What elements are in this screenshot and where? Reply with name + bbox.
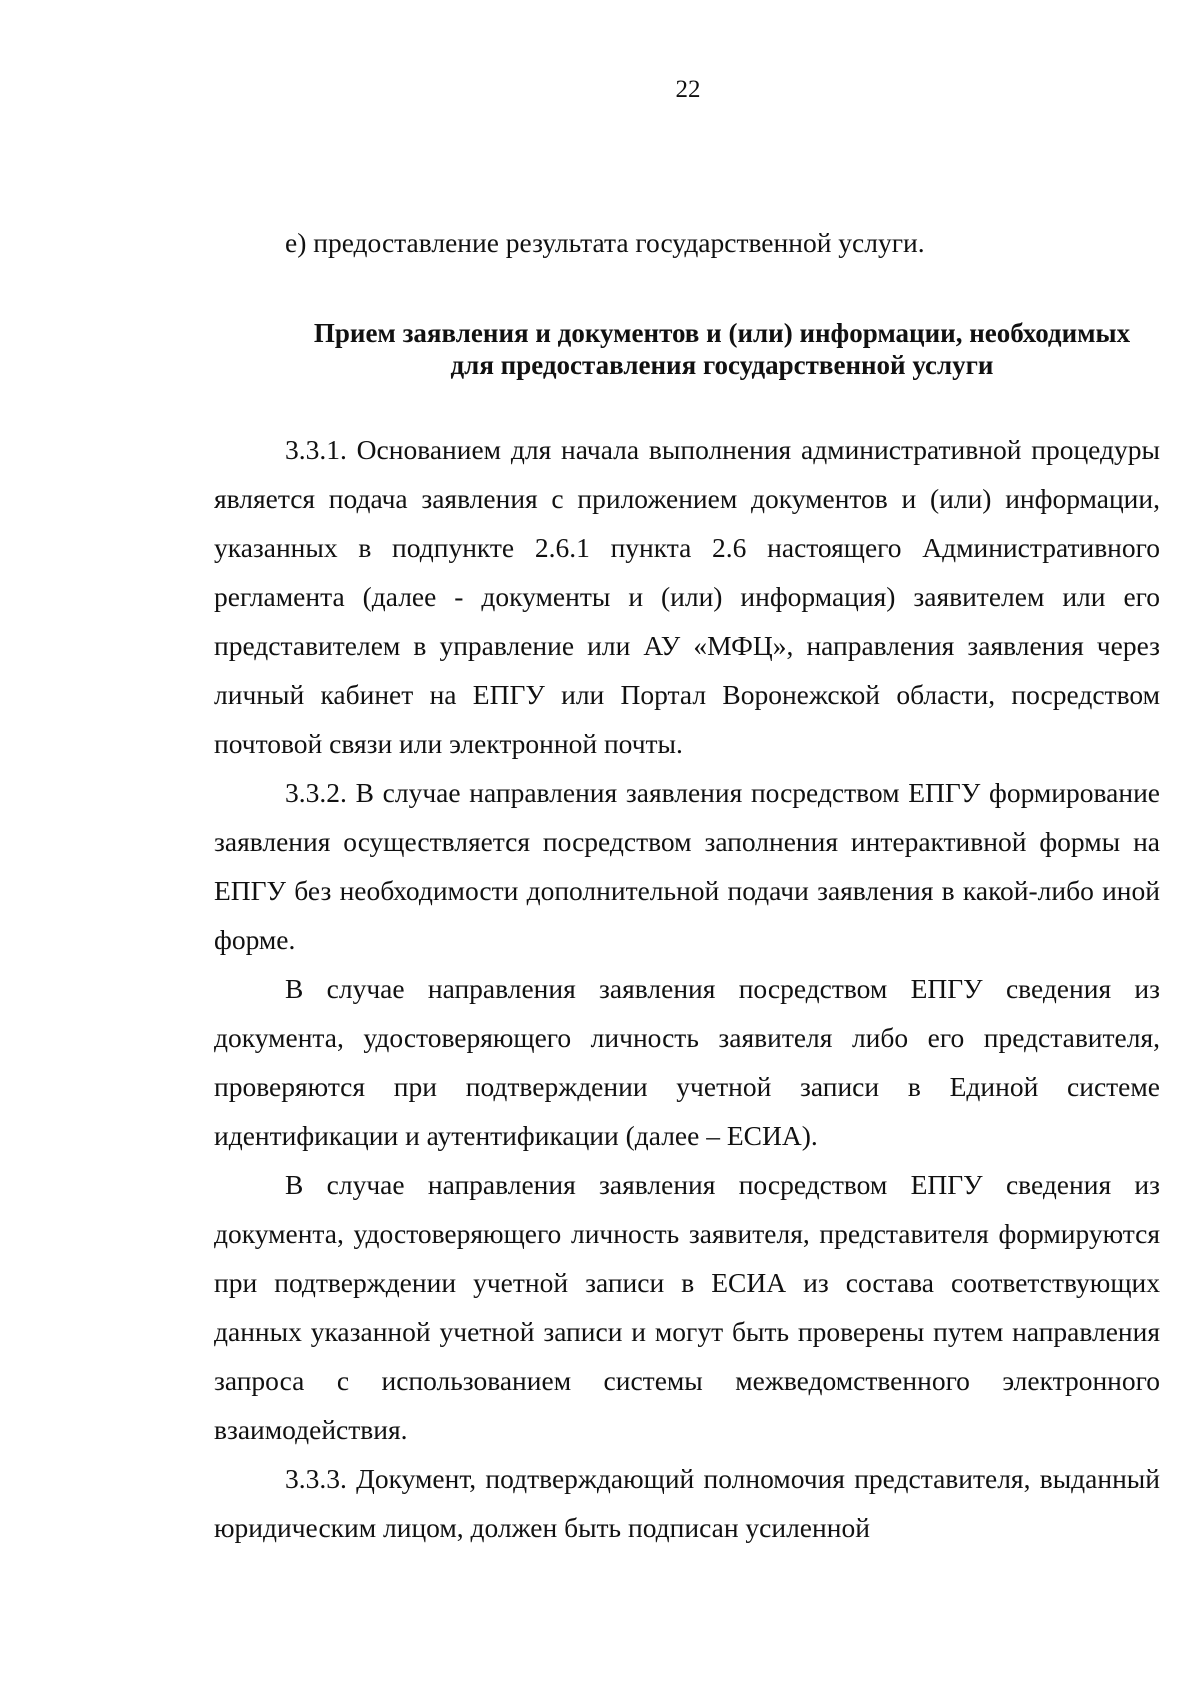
paragraph-3-3-3: 3.3.3. Документ, подтверждающий полномочия представителя, выданный юридическим лицом, должен быть подписан усиленной xyxy=(214,1463,1160,1543)
page-number: 22 xyxy=(675,76,701,103)
document-body xyxy=(214,218,1160,1552)
section-heading xyxy=(214,317,1160,381)
paragraph-identity-check: В случае направления заявления посредством ЕПГУ сведения из документа, удостоверяющего личность заявителя либо его представителя, проверяются при подтверждении учетной записи в Единой системе идентификации и аутентификации (далее – ЕСИА). xyxy=(214,973,1160,1151)
section-heading-line-1: Прием заявления и документов и (или) информации, необходимых xyxy=(313,318,1131,348)
paragraph-3-3-1: 3.3.1. Основанием для начала выполнения административной процедуры является подача заявления с приложением документов и (или) информации, указанных в подпункте 2.6.1 пункта 2.6 настоящего Административного регламента (далее - документы и (или) информация) заявителем или его представителем в управление или АУ «МФЦ», направления заявления через личный кабинет на ЕПГУ или Портал Воронежской области, посредством почтовой связи или электронной почты. xyxy=(214,434,1160,759)
intro-list-item: е) предоставление результата государственной услуги. xyxy=(285,227,925,258)
paragraph-3-3-2: 3.3.2. В случае направления заявления посредством ЕПГУ формирование заявления осуществляется посредством заполнения интерактивной формы на ЕПГУ без необходимости дополнительной подачи заявления в какой-либо иной форме. xyxy=(214,777,1160,955)
section-heading-line-2: для предоставления государственной услуги xyxy=(450,350,994,380)
paragraph-identity-formation: В случае направления заявления посредством ЕПГУ сведения из документа, удостоверяющего личность заявителя, представителя формируются при подтверждении учетной записи в ЕСИА из состава соответствующих данных указанной учетной записи и могут быть проверены путем направления запроса с использованием системы межведомственного электронного взаимодействия. xyxy=(214,1169,1160,1445)
